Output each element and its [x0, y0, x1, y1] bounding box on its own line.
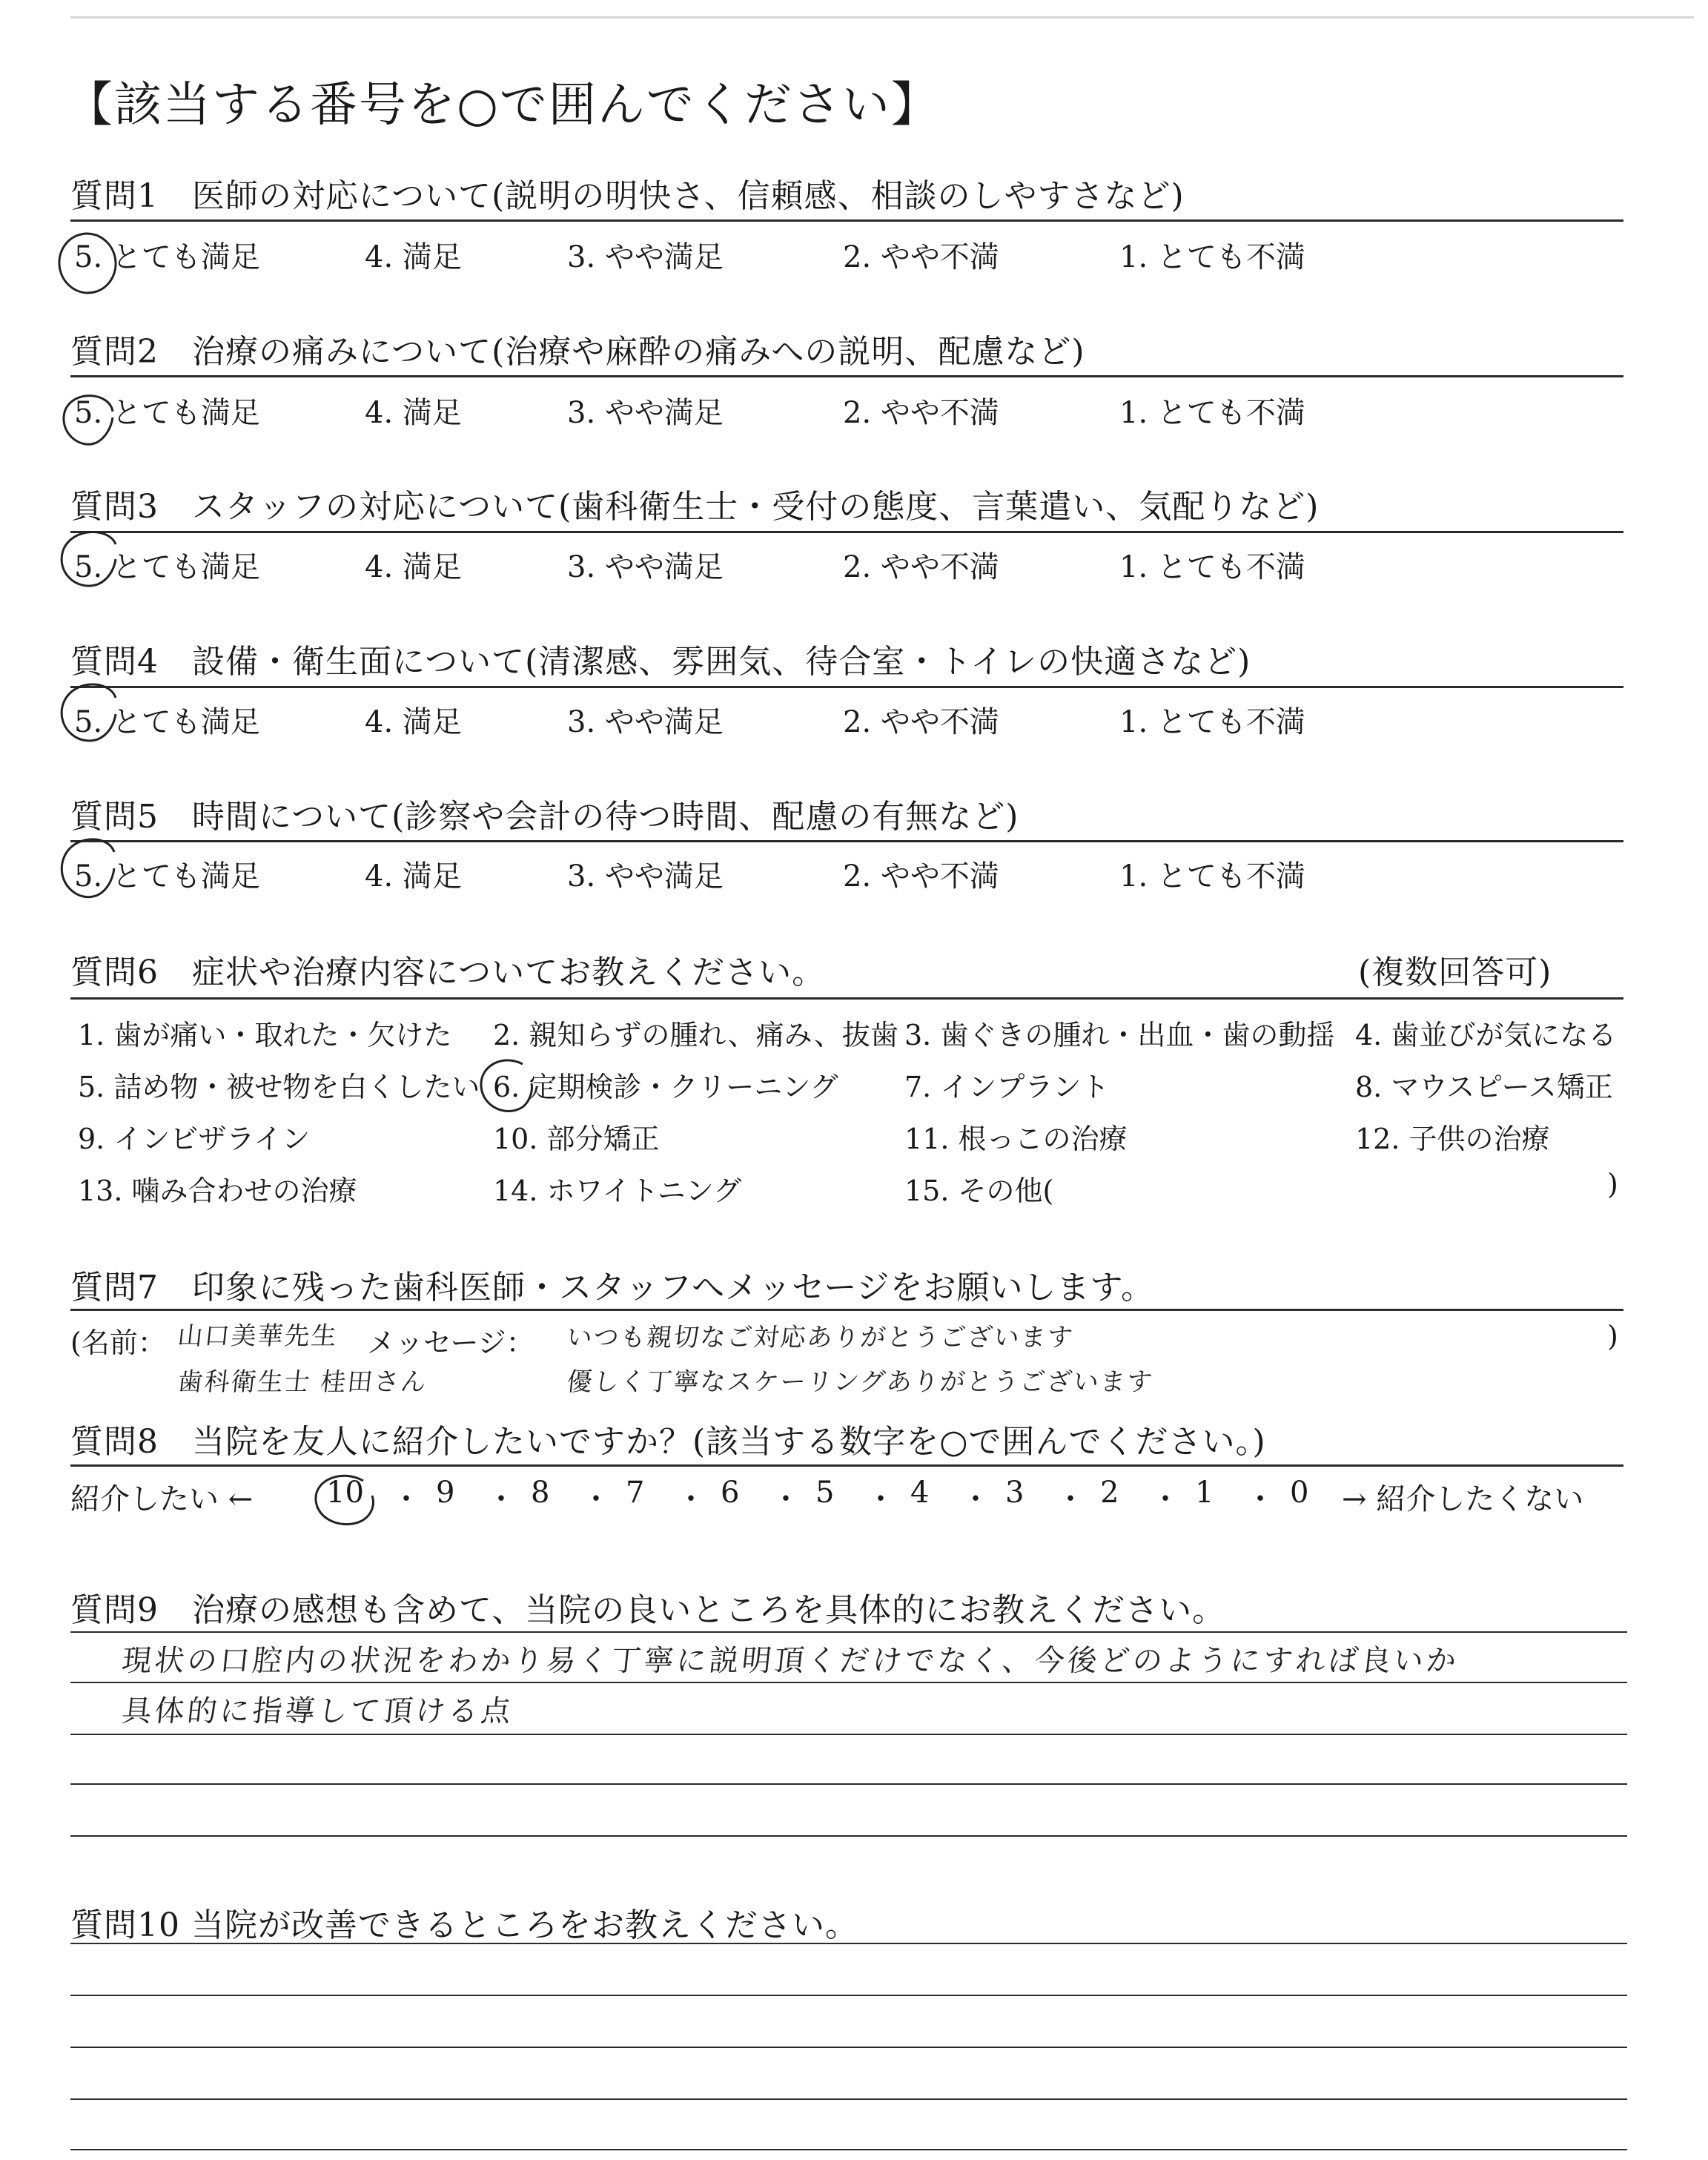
q5-option-2[interactable]: 2. やや不満: [843, 859, 999, 894]
question-7-label: 質問7 印象に残った歯科医師・スタッフへメッセージをお願いします。: [70, 1269, 1154, 1307]
q8-scale-2[interactable]: 2: [1100, 1476, 1119, 1510]
q4-option-5[interactable]: 5. とても満足: [74, 705, 260, 739]
q8-scale-1[interactable]: 1: [1195, 1476, 1214, 1510]
q7-close-paren: ): [1607, 1320, 1618, 1353]
q9-line-4: [70, 1783, 1627, 1785]
q6-item-9[interactable]: 9. インビザライン: [78, 1123, 311, 1155]
question-5-rule: [70, 840, 1623, 842]
q8-scale-sep: ・: [581, 1482, 611, 1516]
q6-item-6[interactable]: 6. 定期検診・クリーニング: [493, 1071, 838, 1103]
q7-name-handwritten-2: 歯科衛生士 桂田さん: [176, 1367, 429, 1397]
q1-option-2[interactable]: 2. やや不満: [843, 240, 999, 274]
q4-option-2[interactable]: 2. やや不満: [843, 705, 999, 739]
q6-other-close-paren: ): [1607, 1168, 1618, 1200]
q8-scale-sep: ・: [486, 1482, 516, 1516]
q2-option-4[interactable]: 4. 満足: [365, 396, 462, 430]
q6-item-2[interactable]: 2. 親知らずの腫れ、痛み、抜歯: [493, 1019, 898, 1051]
q8-scale-sep: ・: [1245, 1482, 1275, 1516]
q9-answer-line-2: 具体的に指導して頂ける点: [120, 1694, 516, 1728]
question-10-label: 質問10 当院が改善できるところをお教えください。: [70, 1906, 858, 1944]
q9-line-3: [70, 1734, 1627, 1735]
q8-scale-sep: ・: [676, 1482, 706, 1516]
question-8-label: 質問8 当院を友人に紹介したいですか？(該当する数字を○で囲んでください。): [70, 1423, 1266, 1461]
q6-item-12[interactable]: 12. 子供の治療: [1355, 1123, 1550, 1155]
question-5-label: 質問5 時間について(診察や会計の待つ時間、配慮の有無など): [70, 798, 1019, 836]
q5-option-5[interactable]: 5. とても満足: [74, 859, 260, 894]
q6-item-5[interactable]: 5. 詰め物・被せ物を白くしたい: [78, 1071, 480, 1103]
q7-message-handwritten-1: いつも親切なご対応ありがとうございます: [565, 1323, 1076, 1353]
q3-option-4[interactable]: 4. 満足: [365, 550, 462, 584]
q3-option-3[interactable]: 3. やや満足: [567, 550, 724, 584]
q5-option-3[interactable]: 3. やや満足: [567, 859, 724, 894]
q7-message-handwritten-2: 優しく丁寧なスケーリングありがとうございます: [565, 1367, 1156, 1397]
page-title: 【該当する番号を○で囲んでください】: [65, 78, 940, 133]
q5-option-4[interactable]: 4. 満足: [365, 859, 462, 894]
q8-scale-sep: ・: [1056, 1482, 1085, 1516]
q1-option-3[interactable]: 3. やや満足: [567, 240, 724, 274]
q6-item-1[interactable]: 1. 歯が痛い・取れた・欠けた: [78, 1019, 452, 1051]
q8-scale-4[interactable]: 4: [910, 1476, 930, 1510]
q1-option-5[interactable]: 5. とても満足: [74, 240, 260, 274]
question-2-label: 質問2 治療の痛みについて(治療や麻酔の痛みへの説明、配慮など): [70, 333, 1085, 371]
q6-item-15[interactable]: 15. その他(: [904, 1175, 1054, 1207]
q3-option-2[interactable]: 2. やや不満: [843, 550, 999, 584]
q8-scale-10[interactable]: 10: [326, 1476, 364, 1510]
q7-message-prefix: メッセージ：: [367, 1327, 534, 1359]
q10-line-5: [70, 2149, 1627, 2150]
question-2-rule: [70, 375, 1623, 377]
q8-scale-sep: ・: [866, 1482, 896, 1516]
q10-line-3: [70, 2047, 1627, 2048]
q10-line-2: [70, 1995, 1627, 1996]
question-9-label: 質問9 治療の感想も含めて、当院の良いところを具体的にお教えください。: [70, 1591, 1226, 1629]
q6-item-11[interactable]: 11. 根っこの治療: [904, 1123, 1128, 1155]
question-6-label: 質問6 症状や治療内容についてお教えください。: [70, 954, 826, 991]
q6-item-4[interactable]: 4. 歯並びが気になる: [1355, 1019, 1617, 1051]
q8-scale-0[interactable]: 0: [1290, 1476, 1309, 1510]
question-7-rule: [70, 1309, 1623, 1311]
q6-item-3[interactable]: 3. 歯ぐきの腫れ・出血・歯の動揺: [904, 1019, 1335, 1051]
q8-scale-3[interactable]: 3: [1005, 1476, 1025, 1510]
q8-scale-sep: ・: [1151, 1482, 1180, 1516]
q9-line-5: [70, 1835, 1627, 1837]
q8-scale-right-label: → 紹介したくない: [1342, 1482, 1584, 1516]
question-4-rule: [70, 686, 1623, 688]
q8-scale-6[interactable]: 6: [721, 1476, 740, 1510]
question-1-label: 質問1 医師の対応について(説明の明快さ、信頼感、相談のしやすさなど): [70, 177, 1185, 215]
q8-scale-5[interactable]: 5: [815, 1476, 835, 1510]
top-border-line: [70, 16, 1694, 19]
q4-option-1[interactable]: 1. とても不満: [1119, 705, 1305, 739]
q8-scale-9[interactable]: 9: [436, 1476, 455, 1510]
q2-option-5[interactable]: 5. とても満足: [74, 396, 260, 430]
q8-scale-sep: ・: [771, 1482, 801, 1516]
q6-item-13[interactable]: 13. 噛み合わせの治療: [78, 1175, 357, 1207]
q8-scale-7[interactable]: 7: [626, 1476, 645, 1510]
q10-line-4: [70, 2098, 1627, 2100]
q9-line-2: [70, 1682, 1627, 1683]
question-1-rule: [70, 219, 1623, 222]
q6-item-7[interactable]: 7. インプラント: [904, 1071, 1110, 1103]
q8-scale-sep: ・: [391, 1482, 421, 1516]
q9-line-1: [70, 1631, 1627, 1633]
q1-option-1[interactable]: 1. とても不満: [1119, 240, 1305, 274]
question-4-label: 質問4 設備・衛生面について(清潔感、雰囲気、待合室・トイレの快適さなど): [70, 643, 1251, 681]
q2-option-3[interactable]: 3. やや満足: [567, 396, 724, 430]
q4-option-3[interactable]: 3. やや満足: [567, 705, 724, 739]
q8-scale-left-label: 紹介したい ←: [70, 1482, 254, 1516]
question-3-rule: [70, 531, 1623, 533]
question-3-label: 質問3 スタッフの対応について(歯科衛生士・受付の態度、言葉遣い、気配りなど): [70, 488, 1320, 526]
question-8-rule: [70, 1464, 1623, 1467]
q1-option-4[interactable]: 4. 満足: [365, 240, 462, 274]
q2-option-1[interactable]: 1. とても不満: [1119, 396, 1305, 430]
q6-item-8[interactable]: 8. マウスピース矯正: [1355, 1071, 1613, 1103]
q3-option-5[interactable]: 5. とても満足: [74, 550, 260, 584]
question-6-rule: [70, 997, 1623, 1000]
q10-line-1: [70, 1943, 1627, 1944]
q3-option-1[interactable]: 1. とても不満: [1119, 550, 1305, 584]
q4-option-4[interactable]: 4. 満足: [365, 705, 462, 739]
q7-name-handwritten-1: 山口美華先生: [176, 1321, 340, 1351]
q7-name-prefix: (名前：: [70, 1327, 166, 1359]
q5-option-1[interactable]: 1. とても不満: [1119, 859, 1305, 894]
q8-scale-sep: ・: [961, 1482, 990, 1516]
q9-answer-line-1: 現状の口腔内の状況をわかり易く丁寧に説明頂くだけでなく、今後どのようにすれば良いか: [120, 1644, 1461, 1678]
q6-item-10[interactable]: 10. 部分矯正: [493, 1123, 660, 1155]
question-6-note: (複数回答可): [1358, 954, 1552, 991]
q6-item-14[interactable]: 14. ホワイトニング: [493, 1175, 742, 1207]
q8-scale-8[interactable]: 8: [531, 1476, 550, 1510]
q2-option-2[interactable]: 2. やや不満: [843, 396, 999, 430]
